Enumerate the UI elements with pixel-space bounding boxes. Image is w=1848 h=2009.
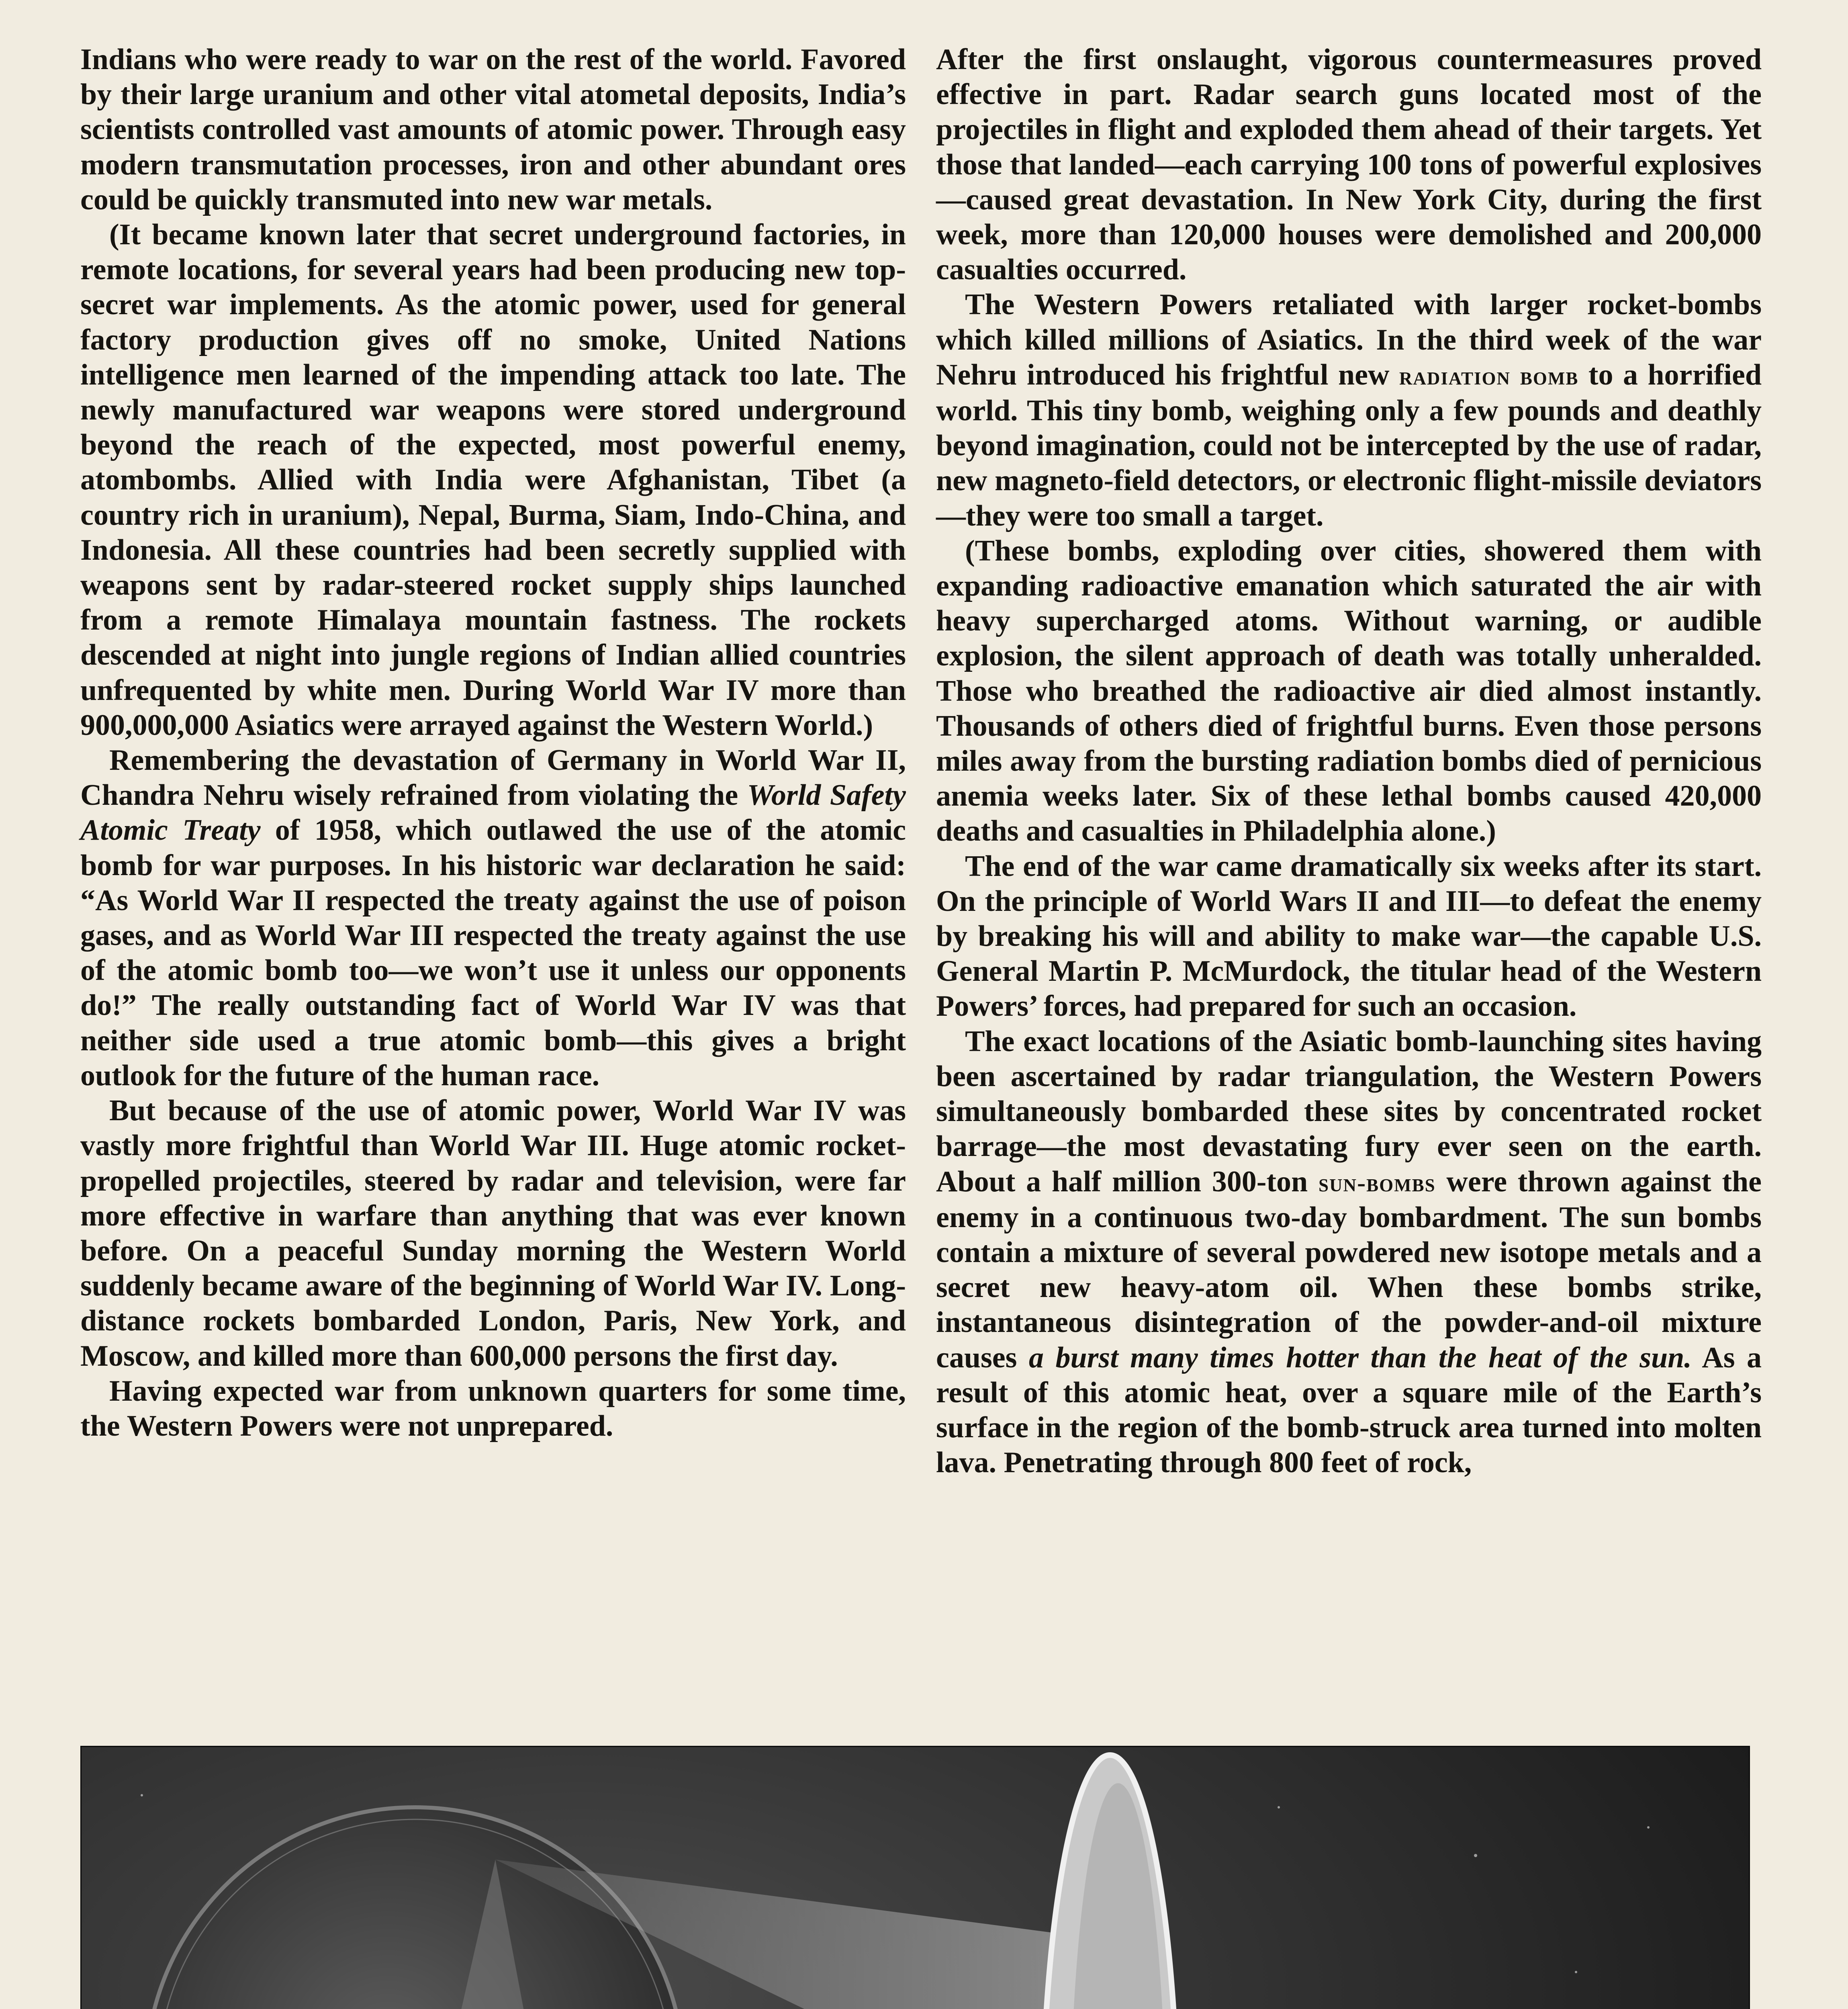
radiation-bomb-term: radiation bomb bbox=[1399, 361, 1579, 390]
moon-mirror-illustration bbox=[80, 1746, 1750, 2009]
text-run: to a horrified world. This tiny bomb, weighing only a few pounds and deathly beyond imagination, could not be intercepted by the use of radar, new magneto-field detectors, or electronic flight-missile deviators—they were too small a target. bbox=[936, 358, 1762, 532]
paragraph: (It became known later that secret underground factories, in remote locations, for several years had been producing new top-secret war implements. As the atomic power, used for general factory production gives off no smoke, United Nations intelligence men learned of the impending attack too late. The newly manufactured war weapons were stored underground beyond the reach of the expected, most powerful enemy, atombombs. Allied with India were Afghanistan, Tibet (a country rich in uranium), Nepal, Burma, Siam, Indo-China, and Indonesia. All these countries had been secretly supplied with weapons sent by radar-steered rocket supply ships launched from a remote Himalaya mountain fastness. The rockets descended at night into jungle regions of Indian allied countries unfrequented by white men. During World War IV more than 900,000,000 Asiatics were arrayed against the Western World.) bbox=[80, 218, 906, 742]
paragraph bbox=[80, 743, 906, 1093]
paragraph: The end of the war came dramatically six weeks after its start. On the principle of World Wars II and III—to defeat the enemy by breaking his will and ability to make war—the capable U.S. General Martin P. McMurdock, the titular head of the Western Powers’ forces, had prepared for such an occasion. bbox=[936, 849, 1762, 1023]
paragraph: (These bombs, exploding over cities, showered them with expanding radioactive emanation which saturated the air with heavy supercharged atoms. Without warning, or audible explosion, the silent approach of death was totally unheralded. Those who breathed the radioactive air died almost instantly. Thousands of others died of frightful burns. Even those persons miles away from the bursting radiation bombs died of pernicious anemia weeks later. Six of these lethal bombs caused 420,000 deaths and casualties in Philadelphia alone.) bbox=[936, 534, 1762, 848]
paragraph bbox=[936, 1024, 1762, 1481]
text-run: were thrown against the enemy in a continuous two-day bombardment. The sun bombs contain a mixture of several powdered new isotope metals and a secret new heavy-atom oil. When these bombs strike, instantaneous disintegration of the powder-and-oil mixture causes bbox=[936, 1165, 1762, 1374]
text-run: of 1958, which outlawed the use of the atomic bomb for war purposes. In his historic war declaration he said: “As World War II respected the treaty against the use of poison gases, and as World War III respected the treaty against the use of the atomic bomb too—we won’t use it unless our opponents do!” The really outstanding fact of World War IV was that neither side used a true atomic bomb—this gives a bright outlook for the future of the human race. bbox=[80, 814, 906, 1092]
treaty-name: World Safety Atomic Treaty bbox=[80, 779, 906, 847]
text-run: The Western Powers retaliated with larger rocket-bombs which killed millions of Asiatics. In the third week of the war Nehru introduced his frightful new bbox=[936, 288, 1762, 391]
text-run: The exact locations of the Asiatic bomb-launching sites having been ascertained by radar triangulation, the Western Powers simultaneously bombarded these sites by concentrated rocket barrage—the most devastating fury ever seen on the earth. About a half million 300-ton bbox=[936, 1025, 1762, 1198]
illustration-artwork bbox=[82, 1747, 1749, 2009]
paragraph bbox=[936, 287, 1762, 533]
paragraph: Indians who were ready to war on the rest of the world. Favored by their large uranium and other vital atometal deposits, India’s scientists controlled vast amounts of atomic power. Through easy modern transmutation processes, iron and other abundant ores could be quickly transmuted into new war metals. bbox=[80, 43, 906, 216]
text-run: Remembering the devastation of Germany in World War II, Chandra Nehru wisely refrained from violating the bbox=[80, 744, 906, 812]
article-column-right bbox=[936, 42, 1762, 1480]
paragraph: Having expected war from unknown quarters for some time, the Western Powers were not unprepared. bbox=[80, 1374, 906, 1442]
emphasis: a burst many times hotter than the heat of the sun. bbox=[1028, 1341, 1692, 1374]
text-run: As a result of this atomic heat, over a square mile of the Earth’s surface in the region of the bomb-struck area turned into molten lava. Penetrating through 800 feet of rock, bbox=[936, 1341, 1762, 1479]
paragraph: After the first onslaught, vigorous countermeasures proved effective in part. Radar search guns located most of the projectiles in flight and exploded them ahead of their targets. Yet those that landed—each carrying 100 tons of powerful explosives—caused great devastation. In New York City, during the first week, more than 120,000 houses were demolished and 200,000 casualties occurred. bbox=[936, 43, 1762, 286]
article-column-left bbox=[80, 42, 906, 1444]
sun-bombs-term: sun-bombs bbox=[1318, 1168, 1436, 1197]
paragraph: But because of the use of atomic power, World War IV was vastly more frightful than World War III. Huge atomic rocket-propelled projectiles, steered by radar and television, were far more effective in warfare than anything that was ever known before. On a peaceful Sunday morning the Western World suddenly became aware of the beginning of World War IV. Long-distance rockets bombarded London, Paris, New York, and Moscow, and killed more than 600,000 persons the first day. bbox=[80, 1094, 906, 1373]
